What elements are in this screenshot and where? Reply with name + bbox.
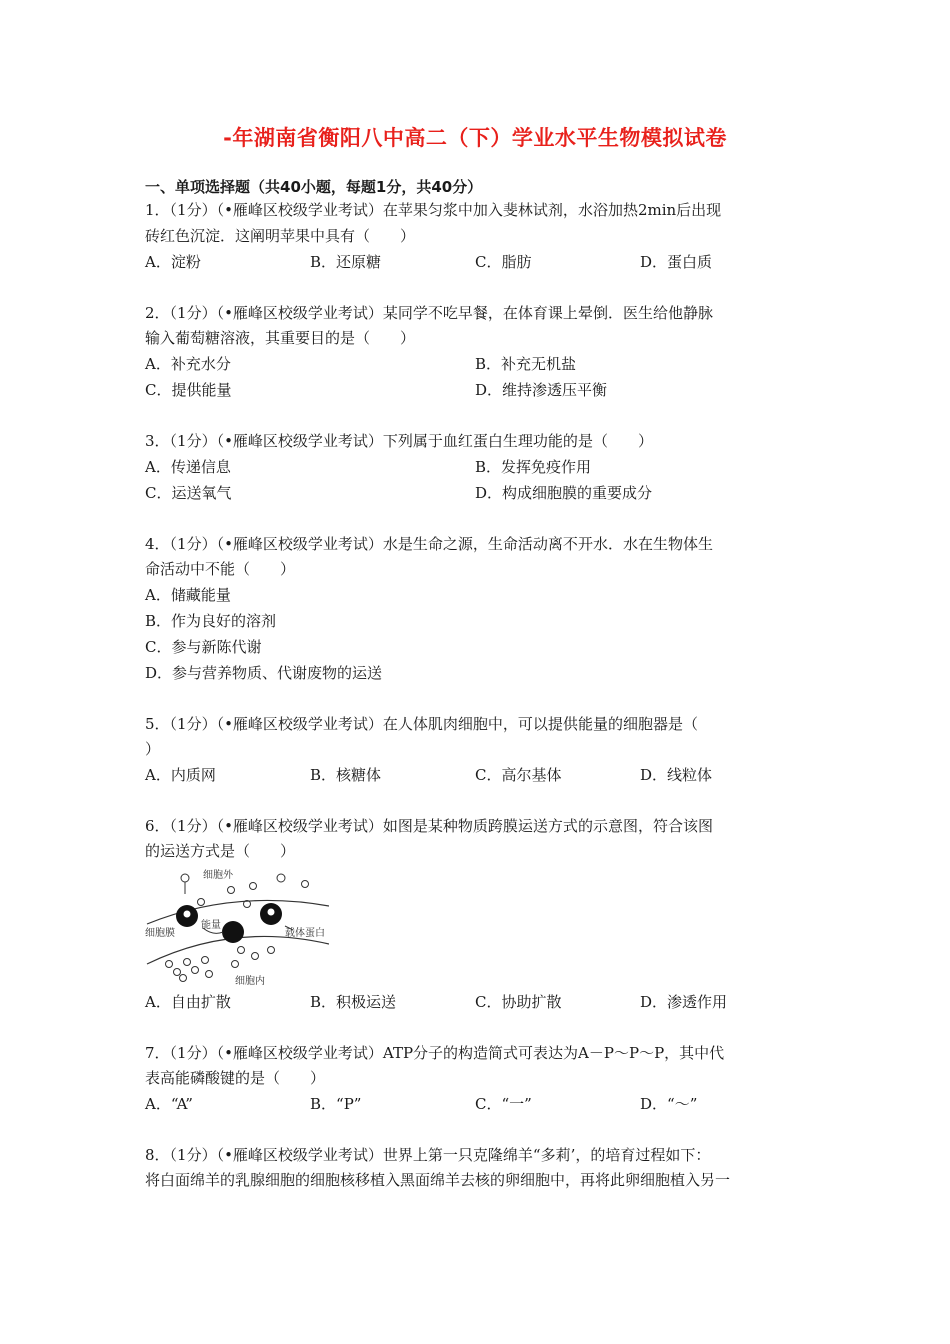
question-8-line-2: 将白面绵羊的乳腺细胞的细胞核移植入黑面绵羊去核的卵细胞中，再将此卵细胞植入另一 [145, 1171, 731, 1189]
question-5-option-a: A．内质网 [145, 766, 216, 784]
page-title: -年湖南省衡阳八中高二（下）学业水平生物模拟试卷 [223, 126, 727, 150]
question-1-option-d: D．蛋白质 [640, 253, 713, 271]
question-7-option-a: A．“A” [145, 1095, 193, 1113]
question-4-option-a: A．储藏能量 [145, 586, 231, 604]
question-3-option-c: C．运送氧气 [145, 484, 232, 502]
question-5-option-b: B．核糖体 [310, 766, 382, 784]
question-6-line-2: 的运送方式是（ ） [145, 842, 296, 860]
question-4-line-2: 命活动中不能（ ） [145, 560, 296, 578]
question-6-option-a: A．自由扩散 [145, 993, 231, 1011]
question-7-option-d: D．“～” [640, 1095, 698, 1113]
membrane-transport-diagram [143, 864, 329, 988]
figure-label-membrane: 细胞膜 [145, 928, 175, 939]
question-6-option-d: D．渗透作用 [640, 993, 728, 1011]
question-2-line-2: 输入葡萄糖溶液，其重要目的是（ ） [145, 329, 416, 347]
question-4-option-b: B．作为良好的溶剂 [145, 612, 277, 630]
section-heading: 一、单项选择题（共40小题，每题1分，共40分） [145, 178, 483, 196]
question-4-option-d: D．参与营养物质、代谢废物的运送 [145, 664, 383, 682]
question-4-line-1: 4．（1分）（•雁峰区校级学业考试）水是生命之源，生命活动离不开水．水在生物体生 [145, 535, 713, 553]
question-5-option-c: C．高尔基体 [475, 766, 562, 784]
question-8-line-1: 8．（1分）（•雁峰区校级学业考试）世界上第一只克隆绵羊“多莉’，的培育过程如下： [145, 1146, 711, 1164]
question-6-line-1: 6．（1分）（•雁峰区校级学业考试）如图是某种物质跨膜运送方式的示意图，符合该图 [145, 817, 713, 835]
question-2-option-a: A．补充水分 [145, 355, 231, 373]
question-2-option-b: B．补充无机盐 [475, 355, 577, 373]
question-3-option-d: D．构成细胞膜的重要成分 [475, 484, 653, 502]
question-7-line-1: 7．（1分）（•雁峰区校级学业考试）ATP分子的构造简式可表达为A－P～P～P，其中代 [145, 1044, 725, 1062]
question-3-line-1: 3．（1分）（•雁峰区校级学业考试）下列属于血红蛋白生理功能的是（ ） [145, 432, 653, 450]
question-1-option-b: B．还原糖 [310, 253, 382, 271]
question-7-option-b: B．“P” [310, 1095, 362, 1113]
question-6-option-b: B．积极运送 [310, 993, 397, 1011]
question-1-option-c: C．脂肪 [475, 253, 532, 271]
question-1-line-1: 1．（1分）（•雁峰区校级学业考试）在苹果匀浆中加入斐林试剂，水浴加热2min后出现 [145, 201, 722, 219]
question-7-option-c: C．“一” [475, 1095, 532, 1113]
question-1-line-2: 砖红色沉淀．这阐明苹果中具有（ ） [145, 227, 416, 245]
question-3-option-a: A．传递信息 [145, 458, 231, 476]
figure-label-energy: 能量 [201, 920, 221, 931]
question-2-option-d: D．维持渗透压平衡 [475, 381, 608, 399]
figure-label-inside: 细胞内 [235, 976, 265, 987]
question-7-line-2: 表高能磷酸键的是（ ） [145, 1069, 326, 1087]
question-2-option-c: C．提供能量 [145, 381, 232, 399]
outside-molecules [181, 874, 309, 908]
figure-label-carrier: 载体蛋白 [285, 928, 325, 939]
question-2-line-1: 2．（1分）（•雁峰区校级学业考试）某同学不吃早餐，在体育课上晕倒．医生给他静脉 [145, 304, 713, 322]
question-4-option-c: C．参与新陈代谢 [145, 638, 262, 656]
question-1-option-a: A．淀粉 [145, 253, 201, 271]
membrane-outer-line [147, 900, 329, 924]
question-3-option-b: B．发挥免疫作用 [475, 458, 592, 476]
figure-label-outside: 细胞外 [203, 870, 233, 881]
question-5-line-2: ） [145, 740, 161, 758]
question-5-option-d: D．线粒体 [640, 766, 713, 784]
question-6-option-c: C．协助扩散 [475, 993, 562, 1011]
question-5-line-1: 5．（1分）（•雁峰区校级学业考试）在人体肌肉细胞中，可以提供能量的细胞器是（ [145, 715, 698, 733]
carrier-protein-2 [222, 921, 244, 943]
